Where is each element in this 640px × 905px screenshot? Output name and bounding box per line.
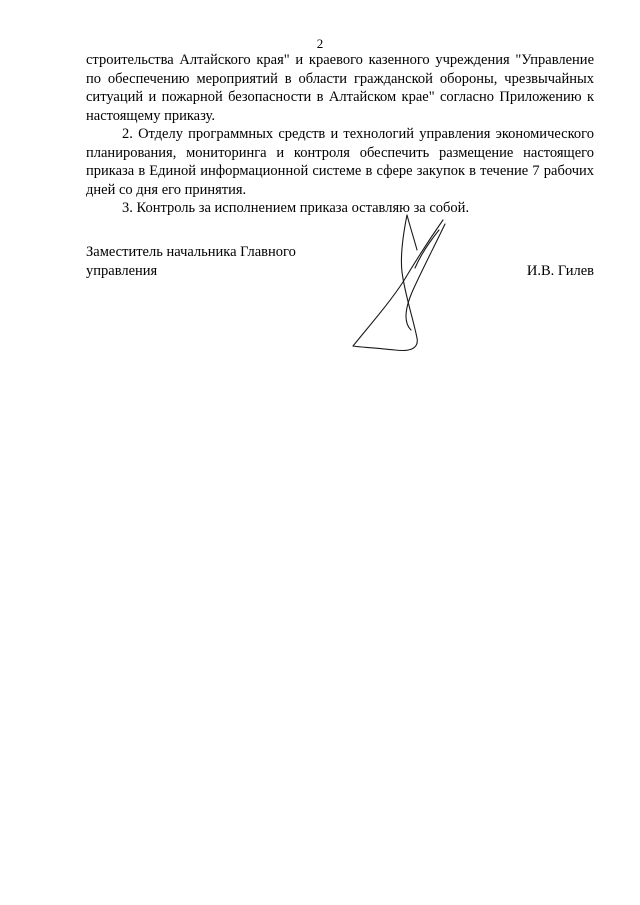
signature-block	[86, 243, 594, 280]
signatory-title-line2: управления	[86, 262, 158, 279]
signatory-title	[86, 243, 594, 280]
paragraph-continuation: строительства Алтайского края" и краевого казенного учреждения "Управление по обеспечению мероприятий в области гражданской обороны, чрезвычайных ситуаций и пожарной безопасности в Алтайском крае" согласно Приложению к настоящему приказу.	[86, 52, 594, 124]
signatory-title-line1: Заместитель начальника Главного	[86, 244, 296, 260]
paragraph-item-2: 2. Отделу программных средств и технологий управления экономического планирования, мониторинга и контроля обеспечить размещение настоящего приказа в Единой информационной системе в сфере закупок в течение 7 рабочих дней со дня его принятия.	[86, 126, 594, 198]
handwritten-signature-icon	[345, 210, 455, 355]
page-number: 2	[316, 36, 324, 51]
document-body	[86, 51, 594, 218]
paragraph-item-3: 3. Контроль за исполнением приказа оставляю за собой.	[122, 200, 470, 216]
signatory-name: И.В. Гилев	[526, 262, 594, 279]
